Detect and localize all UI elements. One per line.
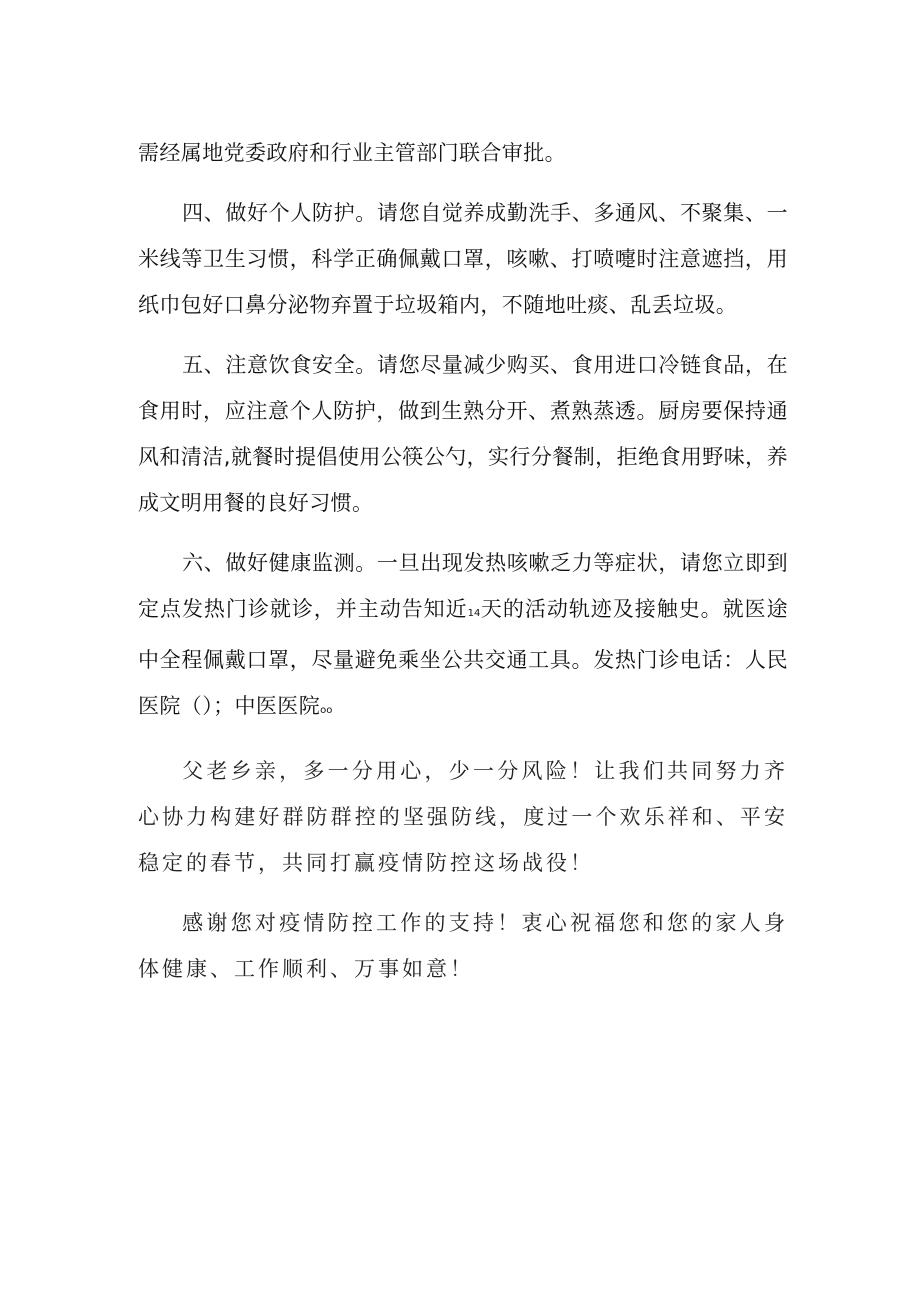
document-body bbox=[138, 130, 788, 1006]
paragraph-health-monitoring bbox=[138, 540, 788, 734]
paragraph-thanks: 感谢您对疫情防控工作的支持！衷心祝福您和您的家人身体健康、工作顺利、万事如意！ bbox=[138, 911, 788, 981]
days-number: 14 bbox=[467, 608, 481, 619]
paragraph-appeal: 父老乡亲，多一分用心，少一分风险！让我们共同努力齐心协力构建好群防群控的坚强防线，度过一个欢乐祥和、平安稳定的春节，共同打赢疫情防控这场战役！ bbox=[138, 759, 788, 875]
paragraph-food-safety: 五、注意饮食安全。请您尽量减少购买、食用进口冷链食品，在食用时，应注意个人防护，做到生熟分开、煮熟蒸透。厨房要保持通风和清洁,就餐时提倡使用公筷公勺，实行分餐制，拒绝食用野味，养成文明用餐的良好习惯。 bbox=[138, 353, 788, 515]
paragraph-personal-protection: 四、做好个人防护。请您自觉养成勤洗手、多通风、不聚集、一米线等卫生习惯，科学正确佩戴口罩，咳嗽、打喷嚏时注意遮挡，用纸巾包好口鼻分泌物弃置于垃圾箱内，不随地吐痰、乱丢垃圾。 bbox=[138, 201, 788, 317]
paragraph-approval-continuation: 需经属地党委政府和行业主管部门联合审批。 bbox=[138, 141, 566, 165]
hospital-phone-suffix: oo bbox=[320, 705, 333, 716]
health-monitoring-text-after: 天的活动轨迹及接触史。就医途中全程佩戴口罩，尽量避免乘坐公共交通工具。发热门诊电话：人民医院（）；中医医院 bbox=[138, 597, 788, 718]
health-monitoring-text-before: 六、做好健康监测。一旦出现发热咳嗽乏力等症状，请您立即到定点发热门诊就诊，并主动告知近 bbox=[138, 551, 788, 621]
